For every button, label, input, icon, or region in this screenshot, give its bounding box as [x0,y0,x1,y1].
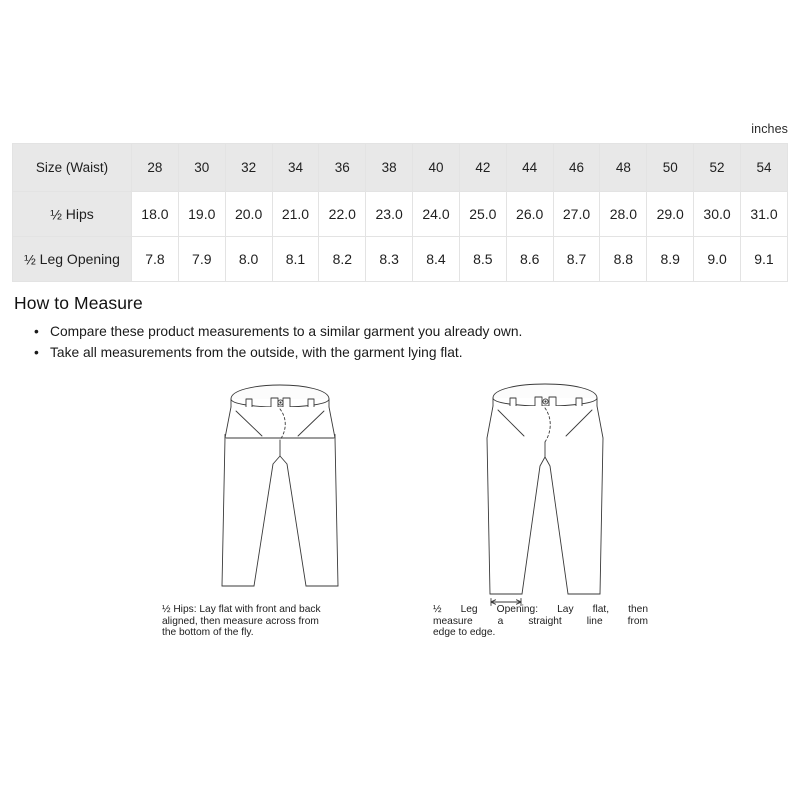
units-label: inches [751,122,788,136]
how-to-measure-heading: How to Measure [14,293,143,313]
table-header-size: 50 [647,144,694,192]
fraction-glyph: ½ [50,206,62,223]
table-cell-value: 8.3 [366,237,413,282]
table-header-size: 32 [225,144,272,192]
table-row [13,237,788,282]
table-cell-value: 8.4 [413,237,460,282]
table-cell-value: 20.0 [225,192,272,237]
size-chart-table [12,143,788,282]
how-to-measure-item: • Compare these product measurements to a similar garment you already own. [34,321,522,342]
caption-line: the bottom of the fly. [162,627,254,639]
table-header-size: 44 [506,144,553,192]
table-row-label: ½ Hips [13,192,132,237]
table-header-size: 36 [319,144,366,192]
table-cell-value: 27.0 [553,192,600,237]
caption-line: measure a straight line from [433,615,648,627]
table-header-size: 30 [178,144,225,192]
table-cell-value: 7.8 [132,237,179,282]
table-cell-value: 8.9 [647,237,694,282]
bullet-icon: • [34,345,39,360]
pants-diagram-half-leg-opening [466,378,626,611]
table-header-size: 28 [132,144,179,192]
caption-line: aligned, then measure across from [162,615,319,627]
table-cell-value: 28.0 [600,192,647,237]
caption-line: ½ Hips: Lay flat with front and back [162,604,321,615]
table-cell-value: 29.0 [647,192,694,237]
table-header-size: 48 [600,144,647,192]
table-row [13,192,788,237]
table-cell-value: 21.0 [272,192,319,237]
bullet-icon: • [34,324,39,339]
table-cell-value: 26.0 [506,192,553,237]
table-header-size: 40 [413,144,460,192]
caption-line: ½ Leg Opening: Lay flat, then [433,604,648,615]
table-cell-value: 8.0 [225,237,272,282]
table-header-size: 34 [272,144,319,192]
table-cell-value: 8.1 [272,237,319,282]
table-cell-value: 8.6 [506,237,553,282]
table-cell-value: 19.0 [178,192,225,237]
how-to-measure-list [34,321,522,363]
pants-diagram-half-hips [200,378,360,601]
table-row-label: ½ Leg Opening [13,237,132,282]
table-cell-value: 18.0 [132,192,179,237]
table-header-size: 42 [459,144,506,192]
table-cell-value: 22.0 [319,192,366,237]
caption-line: edge to edge. [433,627,496,639]
table-cell-value: 8.8 [600,237,647,282]
caption-half-hips [162,604,377,639]
table-cell-value: 7.9 [178,237,225,282]
table-cell-value: 23.0 [366,192,413,237]
table-cell-value: 9.0 [694,237,741,282]
table-header-size: 54 [740,144,787,192]
table-header-size: 52 [694,144,741,192]
table-header-size: 46 [553,144,600,192]
table-cell-value: 8.2 [319,237,366,282]
how-to-measure-item: • Take all measurements from the outside, with the garment lying flat. [34,342,522,363]
table-header-row [13,144,788,192]
table-corner-label: Size (Waist) [13,144,132,192]
caption-half-leg-opening [433,604,648,639]
table-cell-value: 25.0 [459,192,506,237]
fraction-glyph: ½ [24,251,36,268]
table-cell-value: 31.0 [740,192,787,237]
table-cell-value: 24.0 [413,192,460,237]
table-cell-value: 8.5 [459,237,506,282]
table-cell-value: 30.0 [694,192,741,237]
table-cell-value: 9.1 [740,237,787,282]
table-header-size: 38 [366,144,413,192]
table-cell-value: 8.7 [553,237,600,282]
